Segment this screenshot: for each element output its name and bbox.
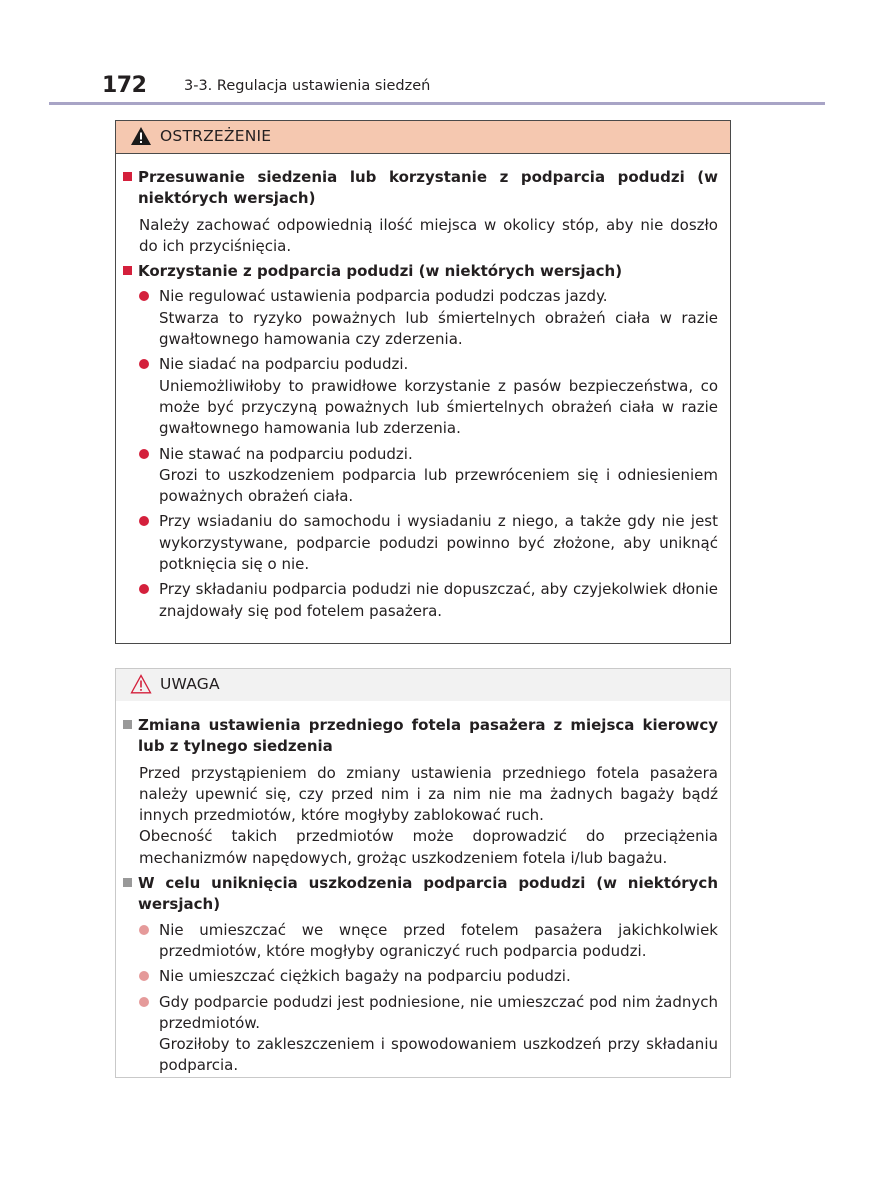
- warning-heading-2: [116, 261, 732, 282]
- bullet-dot-icon: [139, 449, 149, 459]
- caution-triangle-outline-icon: [130, 674, 152, 694]
- list-item: [116, 511, 732, 575]
- heading-text: Zmiana ustawienia przedniego fotela pasażera z miejsca kierowcy lub z tylnego siedzenia: [138, 716, 718, 756]
- bullet-dot-icon: [139, 359, 149, 369]
- page-number: 172: [102, 73, 147, 98]
- list-item: [116, 992, 732, 1077]
- heading-text: Przesuwanie siedzenia lub korzystanie z podparcia podudzi (w niektórych wersjach): [138, 168, 718, 208]
- notice-heading-1: [116, 715, 732, 758]
- list-item: [116, 444, 732, 508]
- square-marker-icon: [123, 266, 132, 275]
- bullet-dot-icon: [139, 925, 149, 935]
- notice-box-header: [116, 669, 730, 701]
- bullet-dot-icon: [139, 516, 149, 526]
- bullet-text: Gdy podparcie podudzi jest podniesione, nie umieszczać pod nim żadnych przedmiotów.: [159, 992, 718, 1032]
- warning-triangle-icon: [130, 126, 152, 146]
- notice-box: [115, 668, 731, 1078]
- bullet-detail: Uniemożliwiłoby to prawidłowe korzystanie z pasów bezpieczeństwa, co może być przyczyną poważnych lub śmiertelnych obrażeń ciała w razie gwałtownego hamowania lub zderzenia.: [159, 376, 718, 438]
- warning-box: [115, 120, 731, 644]
- bullet-detail: Stwarza to ryzyko poważnych lub śmiertelnych obrażeń ciała w razie gwałtownego hamowania czy zderzenia.: [159, 308, 718, 349]
- notice-content: [116, 715, 732, 1077]
- notice-box-title: UWAGA: [160, 675, 220, 693]
- square-marker-icon: [123, 172, 132, 181]
- notice-heading-2: [116, 873, 732, 916]
- notice-paragraph-1: Przed przystąpieniem do zmiany ustawienia przedniego fotela pasażera należy upewnić się, czy przed nim i za nim nie ma żadnych bagaży bądź innych przedmiotów, które mogłyby zablokować ruch.: [139, 763, 718, 825]
- notice-paragraph-2: Obecność takich przedmiotów może doprowadzić do przeciążenia mechanizmów napędowych, grożąc uszkodzeniem fotela i/lub bagażu.: [139, 827, 718, 867]
- list-item: [116, 966, 732, 987]
- section-title: 3-3. Regulacja ustawienia siedzeń: [184, 78, 431, 94]
- list-item: [116, 920, 732, 963]
- page-header: [102, 72, 822, 102]
- bullet-text: Nie stawać na podparciu podudzi.: [159, 444, 413, 463]
- warning-paragraph-1: Należy zachować odpowiednią ilość miejsca w okolicy stóp, aby nie doszło do ich przyciśnięcia.: [139, 215, 718, 255]
- bullet-text: Nie umieszczać we wnęce przed fotelem pasażera jakichkolwiek przedmiotów, które mogłyby ograniczyć ruch podparcia podudzi.: [159, 920, 718, 960]
- list-item: [116, 354, 732, 439]
- bullet-text: Nie umieszczać ciężkich bagaży na podparciu podudzi.: [159, 967, 571, 986]
- list-item: [116, 579, 732, 622]
- warning-box-title: OSTRZEŻENIE: [160, 127, 272, 145]
- bullet-detail: Groziłoby to zakleszczeniem i spowodowaniem uszkodzeń przy składaniu podparcia.: [159, 1035, 718, 1075]
- bullet-text: Nie regulować ustawienia podparcia podudzi podczas jazdy.: [159, 287, 608, 306]
- bullet-text: Przy składaniu podparcia podudzi nie dopuszczać, aby czyjekolwiek dłonie znajdowały się pod fotelem pasażera.: [159, 580, 718, 620]
- bullet-dot-icon: [139, 997, 149, 1007]
- bullet-detail: Grozi to uszkodzeniem podparcia lub przewróceniem się i odniesieniem poważnych obrażeń ciała.: [159, 465, 718, 506]
- warning-content: [116, 167, 732, 622]
- warning-box-header: [116, 121, 730, 154]
- square-marker-icon: [123, 720, 132, 729]
- bullet-dot-icon: [139, 584, 149, 594]
- bullet-text: Przy wsiadaniu do samochodu i wysiadaniu z niego, a także gdy nie jest wykorzystywane, podparcie podudzi powinno być złożone, aby uniknąć potknięcia się o nie.: [159, 512, 718, 574]
- square-marker-icon: [123, 878, 132, 887]
- bullet-dot-icon: [139, 971, 149, 981]
- bullet-text: Nie siadać na podparciu podudzi.: [159, 355, 409, 374]
- list-item: [116, 286, 732, 350]
- heading-text: W celu uniknięcia uszkodzenia podparcia podudzi (w niektórych wersjach): [138, 874, 718, 914]
- heading-text: Korzystanie z podparcia podudzi (w niektórych wersjach): [138, 262, 623, 281]
- warning-heading-1: [116, 167, 732, 210]
- bullet-dot-icon: [139, 291, 149, 301]
- header-rule: [49, 102, 825, 105]
